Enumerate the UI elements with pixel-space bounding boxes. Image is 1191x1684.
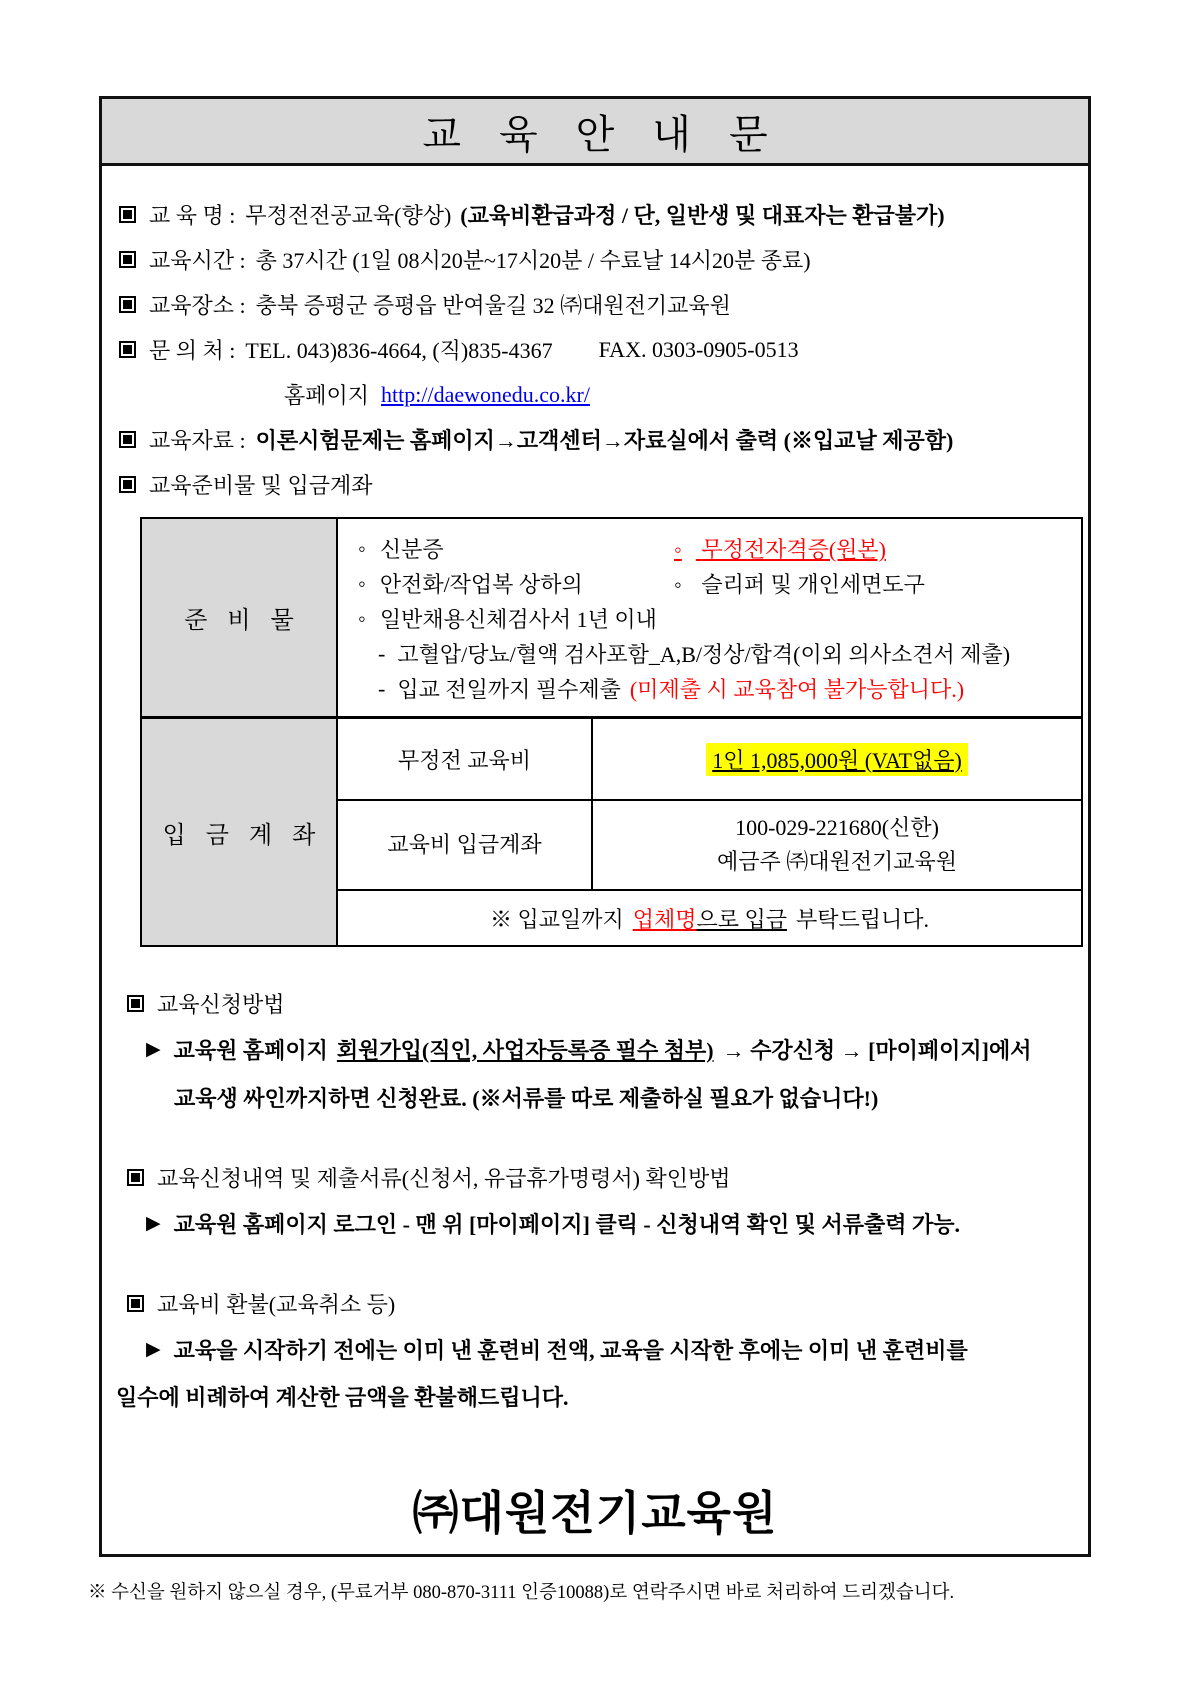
prep-row [142, 519, 1081, 719]
account-header-cell [142, 719, 338, 945]
apply-method-section [116, 981, 1074, 1121]
deposit-notice-prefix: ※ 입교일까지 [489, 906, 624, 932]
deposit-notice-company: 업체명 [632, 906, 697, 932]
check-line1: 교육원 홈페이지 로그인 - 맨 위 [마이페이지] 클릭 - 신청내역 확인 및 서류출력 가능. [173, 1211, 960, 1237]
footer-opt-out-notice [88, 1578, 954, 1604]
apply-line-underlined: 회원가입(직인, 사업자등록증 필수 첨부) [336, 1037, 714, 1063]
prep-item-safety-text: 안전화/작업복 상하의 [379, 572, 583, 597]
deposit-notice-suffix: 부탁드립니다. [796, 906, 930, 932]
apply-line-pre: 교육원 홈페이지 [173, 1037, 328, 1063]
refund-section [116, 1281, 1074, 1419]
square-bullet-icon [127, 1169, 144, 1186]
prep-item-line [358, 531, 1081, 566]
section-heading: 교육신청내역 및 제출서류(신청서, 유급휴가명령서) 확인방법 [157, 1165, 731, 1191]
prep-item-idcard [358, 533, 674, 564]
arrow-bullet-icon: ▶ [146, 1338, 161, 1360]
section-heading: 교육비 환불(교육취소 등) [157, 1291, 396, 1317]
square-bullet-icon [119, 251, 136, 268]
fee-label-cell [338, 719, 593, 799]
course-name-note: (교육비환급과정 / 단, 일반생 및 대표자는 환급불가) [460, 203, 945, 228]
refund-line1: 교육을 시작하기 전에는 이미 낸 훈련비 전액, 교육을 시작한 후에는 이미 낸 훈련비를 [173, 1337, 968, 1363]
dash-bullet: - [378, 675, 386, 701]
square-bullet-icon [127, 995, 144, 1012]
account-detail-cells [338, 719, 1081, 945]
company-logo-text: ㈜대원전기교육원 [412, 1487, 778, 1539]
circle-bullet-icon: ◦ [674, 537, 682, 562]
prep-item-cert-text: 무정전자격증(원본) [701, 537, 886, 562]
section-continuation-line [116, 1373, 1074, 1419]
account-row [142, 719, 1081, 945]
circle-bullet-icon: ◦ [358, 605, 366, 631]
fee-value-cell [593, 719, 1081, 799]
prep-item-cert [674, 533, 886, 564]
section-heading-line [116, 1155, 1074, 1199]
prep-item-line [358, 566, 1081, 601]
course-time-value: 총 37시간 (1일 08시20분~17시20분 / 수료날 14시20분 종료) [255, 248, 811, 273]
account-number: 100-029-221680(신한) [735, 815, 939, 840]
prep-item-deadline-text: 입교 전일까지 필수제출 [397, 677, 621, 702]
prep-item-safety [358, 568, 674, 599]
prep-items-cell [338, 519, 1081, 716]
prep-heading: 교육준비물 및 입금계좌 [149, 473, 373, 498]
contact-tel: TEL. 043)836-4664, (직)835-4367 [245, 338, 553, 363]
course-place-value: 충북 증평군 증평읍 반여울길 32 ㈜대원전기교육원 [255, 293, 731, 318]
contact-fax: FAX. 0303-0905-0513 [598, 336, 799, 362]
section-detail-line [116, 1325, 1074, 1373]
title-banner [99, 96, 1091, 166]
homepage-link[interactable]: http://daewonedu.co.kr/ [381, 381, 590, 407]
prep-item-health-detail-text: 고혈압/당뇨/혈액 검사포함_A,B/정상/합격(이외 의사소견서 제출) [397, 642, 1011, 667]
apply-line-post: → 수강신청 → [마이페이지]에서 [722, 1037, 1032, 1063]
square-bullet-icon [119, 431, 136, 448]
prep-item-idcard-text: 신분증 [379, 537, 444, 562]
section-continuation-line [116, 1073, 1074, 1121]
square-bullet-icon [127, 1295, 144, 1312]
arrow-bullet-icon: ▶ [146, 1038, 161, 1060]
homepage-label: 홈페이지 [284, 383, 370, 408]
prep-item-slippers-text: 슬리퍼 및 개인세면도구 [701, 572, 925, 597]
course-name-label: 교 육 명 : [149, 203, 236, 228]
prep-item-line [358, 601, 1081, 636]
account-header-label: 입 금 계 좌 [162, 822, 323, 849]
prep-heading-line [116, 462, 1074, 507]
circle-bullet-icon: ◦ [358, 570, 366, 596]
prep-header-cell [142, 519, 338, 716]
square-bullet-icon [119, 476, 136, 493]
prep-item-health-text: 일반채용신체검사서 1년 이내 [379, 607, 657, 632]
contact-line [116, 327, 1074, 372]
dash-bullet: - [378, 640, 386, 666]
footer-text: ※ 수신을 원하지 않으실 경우, (무료거부 080-870-3111 인증10088)로 연락주시면 바로 처리하여 드리겠습니다. [88, 1583, 955, 1603]
section-heading-line [116, 981, 1074, 1025]
prep-item-line [358, 636, 1081, 671]
course-place-label: 교육장소 : [149, 293, 246, 318]
prep-item-line [358, 671, 1081, 706]
prep-item-slippers [674, 568, 925, 599]
account-holder: 예금주 ㈜대원전기교육원 [716, 849, 958, 874]
course-time-line [116, 237, 1074, 282]
prep-account-table [140, 517, 1083, 947]
page-title: 교 육 안 내 문 [422, 111, 782, 157]
contact-label: 문 의 처 : [149, 338, 236, 363]
section-detail-line [116, 1199, 1074, 1247]
course-name-line [116, 192, 1074, 237]
deposit-notice-row [338, 891, 1081, 945]
material-line [116, 417, 1074, 462]
check-documents-section [116, 1155, 1074, 1247]
prep-item-deadline-warning: (미제출 시 교육참여 불가능합니다.) [629, 677, 965, 702]
company-logo [116, 1477, 1074, 1543]
account-number-cell [593, 801, 1081, 889]
homepage-line [116, 372, 1074, 417]
arrow-bullet-icon: ▶ [146, 1212, 161, 1234]
material-value: 이론시험문제는 홈페이지→고객센터→자료실에서 출력 (※입교날 제공함) [255, 428, 954, 453]
circle-bullet-icon: ◦ [358, 535, 366, 561]
section-detail-line [116, 1025, 1074, 1073]
deposit-notice-underlined: 으로 입금 [696, 906, 788, 932]
section-heading-line [116, 1281, 1074, 1325]
course-place-line [116, 282, 1074, 327]
fee-label: 무정전 교육비 [397, 747, 531, 773]
fee-row [338, 719, 1081, 801]
account-number-row [338, 801, 1081, 891]
refund-line2: 일수에 비례하여 계산한 금액을 환불해드립니다. [116, 1384, 569, 1410]
circle-bullet-icon: ◦ [674, 572, 682, 597]
fee-value-highlighted: 1인 1,085,000원 (VAT없음) [706, 743, 968, 776]
account-label: 교육비 입금계좌 [387, 832, 542, 857]
prep-header-label: 준 비 물 [184, 608, 301, 634]
notice-document [99, 96, 1091, 1557]
square-bullet-icon [119, 341, 136, 358]
course-name-value: 무정전전공교육(향상) [245, 203, 452, 228]
square-bullet-icon [119, 296, 136, 313]
course-time-label: 교육시간 : [149, 248, 246, 273]
material-label: 교육자료 : [149, 428, 246, 453]
apply-line2: 교육생 싸인까지하면 신청완료. (※서류를 따로 제출하실 필요가 없습니다!) [174, 1085, 879, 1111]
square-bullet-icon [119, 206, 136, 223]
section-heading: 교육신청방법 [157, 991, 285, 1017]
account-label-cell [338, 801, 593, 889]
content-box [99, 166, 1091, 1557]
